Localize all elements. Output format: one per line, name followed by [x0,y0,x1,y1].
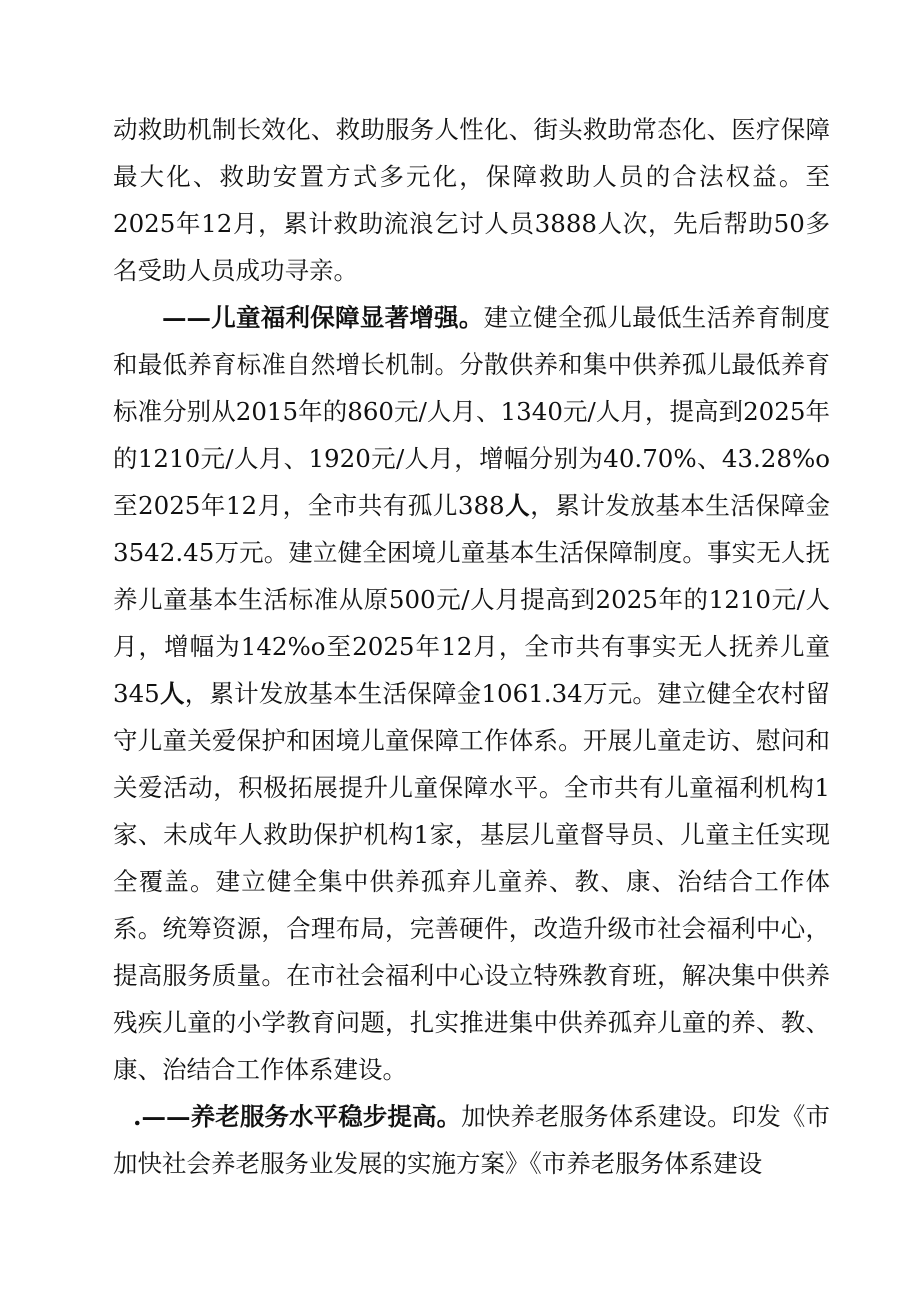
paragraph-text: ，累计发放基本生活保障金3542.45万元。建立健全困境儿童基本生活保障制度。事实无人抚养儿童基本生活标准从原500元/人月提高到2025年的1210元/人月，增幅为142%o至2025年12月，全市共有事实无人抚养儿童345 [113,491,831,708]
paragraph-text: 动救助机制长效化、救助服务人性化、街头救助常态化、医疗保障最大化、救助安置方式多元化，保障救助人员的合法权益。至2025年12月，累计救助流浪乞讨人员3888人次，先后帮助50多名受助人员成功寻亲。 [113,115,830,285]
paragraph-text: 加快养老服务体系建设。印发《市加快社会养老服务业发展的实施方案》《市养老服务体系建设 [113,1102,830,1178]
bold-unit: 人 [159,679,185,708]
section-lead-heading: .——养老服务水平稳步提高。 [133,1102,462,1131]
paragraph-elderly-care [113,1093,830,1187]
bold-unit: 人 [504,491,531,520]
paragraph-street-rescue [113,106,830,294]
document-body [113,106,830,1187]
paragraph-text: ，累计发放基本生活保障金1061.34万元。建立健全农村留守儿童关爱保护和困境儿童保障工作体系。开展儿童走访、慰问和关爱活动，积极拓展提升儿童保障水平。全市共有儿童福利机构1家、未成年人救助保护机构1家，基层儿童督导员、儿童主任实现全覆盖。建立健全集中供养孤弃儿童养、教、康、治结合工作体系。统筹资源，合理布局，完善硬件，改造升级市社会福利中心，提高服务质量。在市社会福利中心设立特殊教育班，解决集中供养残疾儿童的小学教育问题，扎实推进集中供养孤弃儿童的养、教、康、治结合工作体系建设。 [113,679,831,1084]
paragraph-child-welfare [113,294,830,1093]
section-lead-heading: ——儿童福利保障显著增强。 [162,303,484,332]
paragraph-text: 建立健全孤儿最低生活养育制度和最低养育标准自然增长机制。分散供养和集中供养孤儿最低养育标准分别从2015年的860元/人月、1340元/人月，提高到2025年的1210元/人月、1920元/人月，增幅分别为40.70%、43.28%o至2025年12月，全市共有孤儿388 [113,303,831,520]
